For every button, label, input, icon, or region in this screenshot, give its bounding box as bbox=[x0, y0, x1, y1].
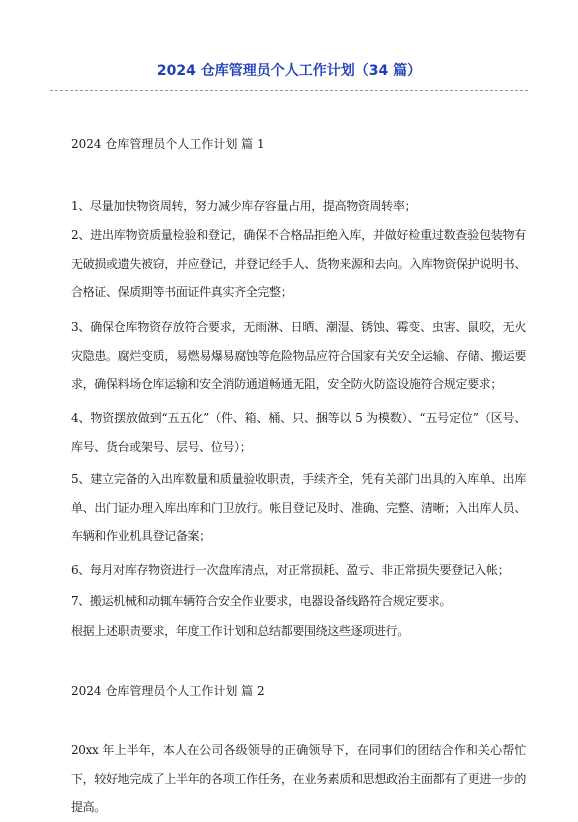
paragraph: 4、物资摆放做到“五五化”（件、箱、桶、只、捆等以 5 为模数）、“五号定位”（区号、库号、货台或架号、层号、位号）； bbox=[71, 411, 526, 454]
paragraph: 3、确保仓库物资存放符合要求，无雨淋、日晒、潮湿、锈蚀、霉变、虫害、鼠咬，无火灾隐患。腐烂变质，易燃易爆易腐蚀等危险物品应符合国家有关安全运输、存储、搬运要求，确保料场仓库运输和安全消防通道畅通无阻，安全防火防盗设施符合规定要求； bbox=[71, 320, 526, 391]
paragraph: 根据上述职责要求，年度工作计划和总结都要围绕这些逐项进行。 bbox=[71, 624, 409, 638]
document-title: 2024 仓库管理员个人工作计划（34 篇） bbox=[156, 63, 422, 79]
paragraph: 6、每月对库存物资进行一次盘库清点，对正常损耗、盈亏、非正常损失要登记入帐； bbox=[71, 563, 510, 577]
paragraph: 1、尽量加快物资周转，努力减少库存容量占用，提高物资周转率； bbox=[71, 199, 417, 213]
title-divider bbox=[50, 90, 528, 91]
section-heading: 2024 仓库管理员个人工作计划 篇 1 bbox=[71, 137, 265, 151]
paragraph: 2、进出库物资质量检验和登记，确保不合格品拒绝入库，并做好检重过数查验包装物有无破损或遗失被窃，并应登记，并登记经手人、货物来源和去向。入库物资保护说明书、合格证、保质期等书面证件真实齐全完整； bbox=[71, 228, 526, 299]
section-heading: 2024 仓库管理员个人工作计划 篇 2 bbox=[71, 684, 265, 698]
paragraph: 5、建立完备的入出库数量和质量验收职责，手续齐全，凭有关部门出具的入库单、出库单、出门证办理入库出库和门卫放行。帐目登记及时、准确、完整、清晰；入出库人员、车辆和作业机具登记备案； bbox=[71, 472, 526, 543]
paragraph: 7、搬运机械和动辄车辆符合安全作业要求，电器设备线路符合规定要求。 bbox=[71, 594, 452, 608]
paragraph: 20xx 年上半年，本人在公司各级领导的正确领导下，在同事们的团结合作和关心帮忙下，较好地完成了上半年的各项工作任务，在业务素质和思想政治主面都有了更进一步的提高。 bbox=[71, 743, 526, 814]
